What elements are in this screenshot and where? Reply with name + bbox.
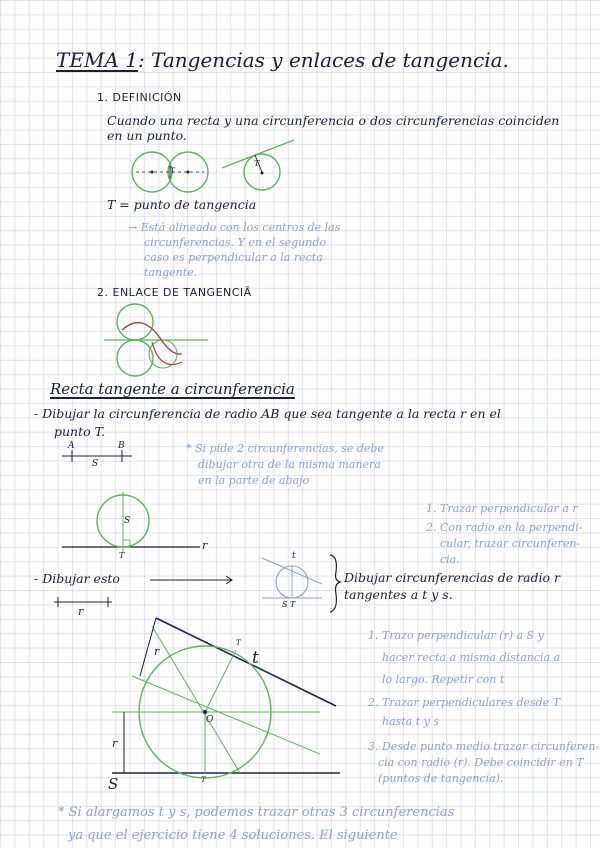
fig-label-s: S <box>124 516 131 526</box>
recta-tangente-heading: Recta tangente a circunferencia <box>50 380 295 398</box>
label-s: S <box>92 459 99 469</box>
aside-line-1: * Si pide 2 circunferencias, se debe <box>186 442 384 455</box>
fig-label-t1: T <box>170 167 175 175</box>
small-label-t: t <box>292 551 296 561</box>
definition-heading: 1. DEFINICIÓN <box>97 91 182 104</box>
note-line-4: tangente. <box>144 266 198 279</box>
bstep-line-3: lo largo. Repetir con t <box>382 673 505 686</box>
footer-line-1: * Si alargamos t y s, podemos trazar otras 3 circunferencias <box>58 805 455 820</box>
bstep-line-7: cia con radio (r). Debe coincidir en T <box>378 756 584 769</box>
note-line-1: → Está alineado con los centros de las <box>128 221 341 234</box>
task2-arrow <box>150 576 232 584</box>
title-rest: : Tangencias y enlaces de tangencia. <box>137 48 509 72</box>
bstep-line-1: 1. Trazo perpendicular (r) a S y <box>368 629 544 642</box>
desc2-line-2: tangentes a t y s. <box>344 587 453 602</box>
task1-line-2: punto T. <box>54 424 106 439</box>
bstep-line-4: 2. Trazar perpendiculares desde T <box>368 696 561 709</box>
task1-line-1: - Dibujar la circunferencia de radio AB que sea tangente a la recta r en el <box>34 406 501 421</box>
segment-r-label: r <box>78 605 84 618</box>
big-label-t2: T <box>201 776 206 784</box>
bstep-line-6: 3. Desde punto medio trazar circunferen- <box>368 740 600 753</box>
tangency-point-definition: T = punto de tangencia <box>107 197 257 212</box>
aside-line-3: en la parte de abajo <box>198 474 310 487</box>
step-line-1: 1. Trazar perpendicular a r <box>426 502 578 515</box>
step-line-4: cia. <box>440 553 460 566</box>
definition-line-2: en un punto. <box>107 128 187 143</box>
footer-line-2: ya que el ejercicio tiene 4 soluciones. El siguiente <box>68 828 398 843</box>
fig-label-t2: T <box>254 159 260 168</box>
big-label-t-line: t <box>252 648 259 668</box>
enlace-heading: 2. ENLACE DE TANGENCIĀ <box>97 286 252 299</box>
fig-label-t: T <box>119 551 125 560</box>
big-label-r2: r <box>112 737 118 750</box>
bstep-line-2: hacer recta a misma distancia a <box>382 651 561 664</box>
tangency-link-figure <box>104 304 208 376</box>
big-label-o: O <box>206 715 214 725</box>
bstep-line-8: (puntos de tangencia). <box>378 772 504 785</box>
step-line-2: 2. Con radio en la perpendi- <box>426 521 583 534</box>
note-line-2: circunferencias. Y en el segundo <box>144 236 326 249</box>
definition-line-1: Cuando una recta y una circunferencia o dos circunferencias coinciden <box>107 113 560 128</box>
fig-label-r: r <box>202 539 208 552</box>
bstep-line-5: hasta t y s <box>382 715 440 728</box>
task2-line: - Dibujar esto <box>34 571 120 586</box>
desc2-line-1: Dibujar circunferencias de radio r <box>344 570 560 585</box>
big-label-r1: r <box>154 645 160 658</box>
tangent-circle-figure <box>62 492 200 552</box>
aside-line-2: dibujar otra de la misma manera <box>198 458 381 471</box>
label-a: A <box>68 441 75 451</box>
big-label-t-point: T <box>236 639 241 647</box>
step-line-3: cular, trazar circunferen- <box>440 537 581 550</box>
big-construction-figure <box>112 618 340 778</box>
label-b: B <box>118 441 125 451</box>
title-prefix: TEMA 1 <box>56 48 138 72</box>
big-label-s: S <box>108 775 119 793</box>
small-sketch <box>262 555 340 612</box>
note-line-3: caso es perpendicular a la recta <box>144 251 323 264</box>
small-label-st: S T <box>282 600 296 609</box>
